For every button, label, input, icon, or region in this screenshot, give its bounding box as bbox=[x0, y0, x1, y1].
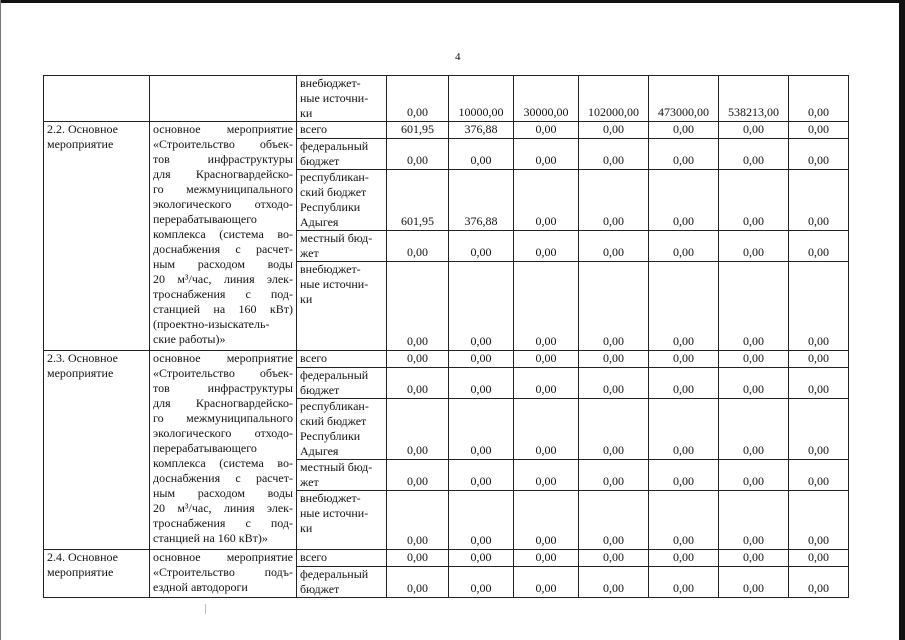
table-row bbox=[44, 76, 849, 122]
description-line: ным расходом воды bbox=[153, 486, 293, 500]
value-cell: 0,00 bbox=[789, 170, 849, 231]
value-cell: 0,00 bbox=[449, 460, 514, 491]
event-number-cell bbox=[44, 76, 150, 122]
value-cell: 473000,00 bbox=[649, 76, 719, 122]
value-cell: 0,00 bbox=[514, 262, 579, 351]
page-number: 4 bbox=[455, 51, 461, 63]
scan-speck bbox=[205, 604, 206, 614]
value-cell: 10000,00 bbox=[449, 76, 514, 122]
value-cell: 0,00 bbox=[649, 262, 719, 351]
description-line: ские работы)» bbox=[153, 332, 226, 346]
value-cell: 0,00 bbox=[579, 122, 649, 139]
value-cell: 0,00 bbox=[719, 550, 789, 567]
description-line: перерабатывающего bbox=[153, 441, 257, 455]
value-cell: 0,00 bbox=[514, 231, 579, 262]
event-description-cell bbox=[150, 76, 297, 122]
value-cell: 0,00 bbox=[449, 368, 514, 399]
description-line: для Красногвардейско- bbox=[153, 167, 293, 181]
value-cell: 0,00 bbox=[387, 491, 449, 550]
description-line: основное мероприятие bbox=[153, 351, 293, 365]
description-line: доснабжения с расчет- bbox=[153, 242, 293, 256]
value-cell: 0,00 bbox=[719, 139, 789, 170]
value-cell: 0,00 bbox=[514, 122, 579, 139]
value-cell: 538213,00 bbox=[719, 76, 789, 122]
scan-border-right bbox=[899, 0, 905, 640]
value-cell: 0,00 bbox=[789, 368, 849, 399]
value-cell: 0,00 bbox=[579, 170, 649, 231]
scan-border-top bbox=[0, 0, 905, 3]
value-cell: 0,00 bbox=[789, 231, 849, 262]
description-line: основное мероприятие bbox=[153, 550, 293, 564]
value-cell: 0,00 bbox=[649, 567, 719, 598]
funding-source-cell: федеральный бюджет bbox=[297, 567, 387, 598]
funding-source-cell: местный бюд- жет bbox=[297, 231, 387, 262]
value-cell: 0,00 bbox=[789, 122, 849, 139]
funding-source-cell: всего bbox=[297, 550, 387, 567]
value-cell: 0,00 bbox=[789, 460, 849, 491]
value-cell: 0,00 bbox=[387, 262, 449, 351]
value-cell: 0,00 bbox=[579, 231, 649, 262]
value-cell: 0,00 bbox=[719, 262, 789, 351]
funding-source-cell: республикан- ский бюджет Республики Адыгея bbox=[297, 170, 387, 231]
value-cell: 0,00 bbox=[579, 399, 649, 460]
table-row bbox=[44, 550, 849, 567]
event-description-cell bbox=[150, 351, 297, 550]
value-cell: 102000,00 bbox=[579, 76, 649, 122]
description-line: 20 м³/час, линия элек- bbox=[153, 272, 293, 286]
value-cell: 601,95 bbox=[387, 122, 449, 139]
value-cell: 0,00 bbox=[449, 491, 514, 550]
description-line: станцией на 160 кВт)» bbox=[153, 531, 268, 545]
description-line: троснабжения с под- bbox=[153, 516, 293, 530]
value-cell: 376,88 bbox=[449, 170, 514, 231]
value-cell: 0,00 bbox=[387, 139, 449, 170]
event-description-cell bbox=[150, 550, 297, 598]
value-cell: 0,00 bbox=[719, 368, 789, 399]
value-cell: 0,00 bbox=[649, 122, 719, 139]
value-cell: 0,00 bbox=[449, 567, 514, 598]
financing-table bbox=[43, 75, 849, 598]
event-description-cell bbox=[150, 122, 297, 351]
funding-source-cell: всего bbox=[297, 122, 387, 139]
value-cell: 376,88 bbox=[449, 122, 514, 139]
value-cell: 0,00 bbox=[387, 231, 449, 262]
description-line: ездной автодороги bbox=[153, 580, 248, 594]
funding-source-cell: федеральный бюджет bbox=[297, 139, 387, 170]
value-cell: 0,00 bbox=[649, 368, 719, 399]
value-cell: 0,00 bbox=[387, 351, 449, 368]
event-description-text bbox=[153, 122, 293, 347]
value-cell: 0,00 bbox=[579, 262, 649, 351]
value-cell: 0,00 bbox=[579, 368, 649, 399]
value-cell: 0,00 bbox=[719, 351, 789, 368]
description-line: станцией на 160 кВт) bbox=[153, 302, 293, 316]
description-line: ным расходом воды bbox=[153, 257, 293, 271]
event-description-text bbox=[153, 351, 293, 546]
value-cell: 0,00 bbox=[789, 76, 849, 122]
value-cell: 0,00 bbox=[719, 170, 789, 231]
value-cell: 0,00 bbox=[789, 399, 849, 460]
scan-border-left bbox=[0, 0, 1, 640]
financing-table-container bbox=[43, 75, 848, 598]
value-cell: 0,00 bbox=[579, 460, 649, 491]
description-line: «Строительство подъ- bbox=[153, 565, 293, 579]
funding-source-cell: всего bbox=[297, 351, 387, 368]
value-cell: 0,00 bbox=[719, 231, 789, 262]
value-cell: 0,00 bbox=[649, 460, 719, 491]
value-cell: 0,00 bbox=[387, 368, 449, 399]
value-cell: 0,00 bbox=[719, 122, 789, 139]
value-cell: 0,00 bbox=[514, 170, 579, 231]
description-line: тов инфраструктуры bbox=[153, 381, 293, 395]
value-cell: 0,00 bbox=[449, 351, 514, 368]
value-cell: 0,00 bbox=[449, 399, 514, 460]
value-cell: 0,00 bbox=[719, 460, 789, 491]
value-cell: 0,00 bbox=[514, 567, 579, 598]
table-row bbox=[44, 122, 849, 139]
value-cell: 0,00 bbox=[649, 170, 719, 231]
event-number-cell: 2.4. Основное мероприятие bbox=[44, 550, 150, 598]
description-line: комплекса (система во- bbox=[153, 227, 293, 241]
value-cell: 0,00 bbox=[449, 262, 514, 351]
value-cell: 30000,00 bbox=[514, 76, 579, 122]
description-line: комплекса (система во- bbox=[153, 456, 293, 470]
table-row bbox=[44, 351, 849, 368]
value-cell: 0,00 bbox=[649, 351, 719, 368]
value-cell: 0,00 bbox=[514, 351, 579, 368]
value-cell: 0,00 bbox=[789, 139, 849, 170]
value-cell: 0,00 bbox=[449, 231, 514, 262]
value-cell: 0,00 bbox=[789, 351, 849, 368]
value-cell: 0,00 bbox=[719, 399, 789, 460]
event-description-text bbox=[153, 550, 293, 595]
description-line: экологического отходо- bbox=[153, 426, 293, 440]
funding-source-cell: внебюджет- ные источни- ки bbox=[297, 76, 387, 122]
value-cell: 0,00 bbox=[449, 550, 514, 567]
value-cell: 0,00 bbox=[719, 567, 789, 598]
value-cell: 0,00 bbox=[789, 550, 849, 567]
value-cell: 0,00 bbox=[514, 460, 579, 491]
value-cell: 0,00 bbox=[514, 368, 579, 399]
value-cell: 0,00 bbox=[789, 567, 849, 598]
value-cell: 0,00 bbox=[387, 76, 449, 122]
description-line: «Строительство объек- bbox=[153, 137, 293, 151]
description-line: тов инфраструктуры bbox=[153, 152, 293, 166]
value-cell: 0,00 bbox=[789, 262, 849, 351]
value-cell: 0,00 bbox=[649, 550, 719, 567]
description-line: для Красногвардейско- bbox=[153, 396, 293, 410]
value-cell: 601,95 bbox=[387, 170, 449, 231]
value-cell: 0,00 bbox=[719, 491, 789, 550]
value-cell: 0,00 bbox=[514, 139, 579, 170]
value-cell: 0,00 bbox=[789, 491, 849, 550]
event-number-cell: 2.3. Основное мероприятие bbox=[44, 351, 150, 550]
value-cell: 0,00 bbox=[579, 351, 649, 368]
funding-source-cell: внебюджет- ные источни- ки bbox=[297, 491, 387, 550]
value-cell: 0,00 bbox=[649, 491, 719, 550]
value-cell: 0,00 bbox=[579, 567, 649, 598]
value-cell: 0,00 bbox=[449, 139, 514, 170]
value-cell: 0,00 bbox=[514, 491, 579, 550]
funding-source-cell: федеральный бюджет bbox=[297, 368, 387, 399]
description-line: 20 м³/час, линия элек- bbox=[153, 501, 293, 515]
value-cell: 0,00 bbox=[579, 139, 649, 170]
value-cell: 0,00 bbox=[649, 231, 719, 262]
value-cell: 0,00 bbox=[387, 550, 449, 567]
description-line: троснабжения с под- bbox=[153, 287, 293, 301]
description-line: го межмуниципального bbox=[153, 182, 293, 196]
description-line: го межмуниципального bbox=[153, 411, 293, 425]
description-line: основное мероприятие bbox=[153, 122, 293, 136]
event-number-cell: 2.2. Основное мероприятие bbox=[44, 122, 150, 351]
funding-source-cell: республикан- ский бюджет Республики Адыгея bbox=[297, 399, 387, 460]
value-cell: 0,00 bbox=[579, 550, 649, 567]
funding-source-cell: местный бюд- жет bbox=[297, 460, 387, 491]
value-cell: 0,00 bbox=[387, 567, 449, 598]
value-cell: 0,00 bbox=[387, 460, 449, 491]
description-line: перерабатывающего bbox=[153, 212, 257, 226]
funding-source-cell: внебюджет- ные источни- ки bbox=[297, 262, 387, 351]
value-cell: 0,00 bbox=[514, 399, 579, 460]
description-line: доснабжения с расчет- bbox=[153, 471, 293, 485]
value-cell: 0,00 bbox=[387, 399, 449, 460]
value-cell: 0,00 bbox=[514, 550, 579, 567]
value-cell: 0,00 bbox=[649, 399, 719, 460]
value-cell: 0,00 bbox=[579, 491, 649, 550]
description-line: «Строительство объек- bbox=[153, 366, 293, 380]
description-line: экологического отходо- bbox=[153, 197, 293, 211]
value-cell: 0,00 bbox=[649, 139, 719, 170]
description-line: (проектно-изыскатель- bbox=[153, 317, 270, 331]
